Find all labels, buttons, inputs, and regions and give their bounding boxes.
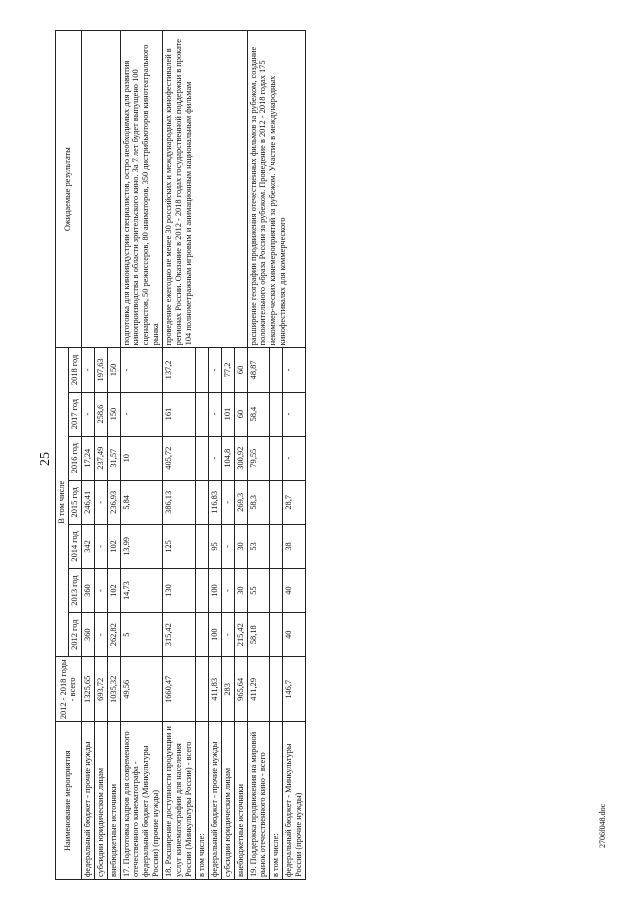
row-value (195, 348, 208, 392)
header-year: 2015 год (68, 480, 81, 524)
row-value: - (221, 524, 234, 568)
row-value: 30 (234, 569, 247, 613)
row-value: 79,55 (247, 436, 270, 480)
row-value (270, 480, 283, 524)
header-total: 2012 - 2018 годы - всего (56, 657, 82, 722)
row-value (270, 524, 283, 568)
row-value: - (283, 436, 306, 480)
row-value: 197,63 (94, 348, 107, 392)
row-results: проведение ежегодно не менее 30 российских и международных кинофестивалей в регионах России. Оказание в 2012 - 2018 годах государственной поддержки в прокате 104 полнометражным игровым и анимационным национальным фильмам (163, 31, 247, 348)
page-number: 25 (38, 452, 53, 466)
row-name: федеральный бюджет - прочие нужды (208, 722, 221, 880)
row-total (270, 657, 283, 722)
row-value: 104,8 (221, 436, 234, 480)
row-total: 146,7 (283, 657, 306, 722)
rotated-table-block (55, 30, 600, 880)
row-value: 40 (283, 569, 306, 613)
row-name: субсидии юридическим лицам (221, 722, 234, 880)
row-value: 237,49 (94, 436, 107, 480)
row-value: 405,72 (163, 436, 196, 480)
row-value: 116,83 (208, 480, 221, 524)
row-value: - (221, 569, 234, 613)
row-value: 28,7 (283, 480, 306, 524)
header-year: 2018 год (68, 348, 81, 392)
row-value (270, 569, 283, 613)
row-name: внебюджетные источники (234, 722, 247, 880)
row-value: 360 (81, 613, 94, 657)
row-value: 55 (247, 569, 270, 613)
row-value: 262,82 (107, 613, 120, 657)
row-value: 215,42 (234, 613, 247, 657)
row-value: 101 (221, 392, 234, 436)
row-total: 49,56 (120, 657, 163, 722)
row-value: 60 (234, 348, 247, 392)
row-value: - (81, 392, 94, 436)
row-value: - (94, 480, 107, 524)
table-row (81, 31, 94, 880)
row-value: 5,84 (120, 480, 163, 524)
row-value: - (94, 569, 107, 613)
row-value: 38 (283, 524, 306, 568)
budget-table (55, 30, 306, 880)
row-value: - (94, 613, 107, 657)
row-name: субсидии юридическим лицам (94, 722, 107, 880)
row-value: - (208, 436, 221, 480)
row-value: - (221, 480, 234, 524)
header-in-total: В том числе (56, 348, 69, 657)
header-name: Наименование мероприятия (56, 722, 82, 880)
row-results (81, 31, 120, 348)
row-name: 18. Расширение доступности продукции и услуг кинематографии для населения России (Минкультуры России) - всего (163, 722, 196, 880)
row-total (195, 657, 208, 722)
row-results: подготовка для киноиндустрии специалистов, остро необходимых для развития кинопроизводства в области зрительского кино. За 7 лет будет выпущено 100 сценаристов, 50 режиссеров, 80 аниматоров, 350 дистрибьюторов кинотеатрального рынка (120, 31, 163, 348)
header-year: 2012 год (68, 613, 81, 657)
row-value (195, 569, 208, 613)
row-value: 10 (120, 436, 163, 480)
row-value: 31,57 (107, 436, 120, 480)
row-value: 100 (208, 569, 221, 613)
row-value: 40 (283, 613, 306, 657)
row-value: 5 (120, 613, 163, 657)
row-value: 48,87 (247, 348, 270, 392)
row-value: 386,13 (163, 480, 196, 524)
header-year: 2016 год (68, 436, 81, 480)
header-year: 2014 год (68, 524, 81, 568)
row-value: 102 (107, 569, 120, 613)
table-body (81, 31, 305, 880)
row-value: - (283, 392, 306, 436)
row-total: 283 (221, 657, 234, 722)
row-total: 693,72 (94, 657, 107, 722)
row-value: 17,24 (81, 436, 94, 480)
row-name: внебюджетные источники (107, 722, 120, 880)
row-value: 102 (107, 524, 120, 568)
table-row (120, 31, 163, 880)
row-total: 411,83 (208, 657, 221, 722)
row-value: 300,92 (234, 436, 247, 480)
row-value: 53 (247, 524, 270, 568)
row-value: 77,2 (221, 348, 234, 392)
row-value: 58,4 (247, 392, 270, 436)
row-total: 1035,32 (107, 657, 120, 722)
row-name: 17. Подготовка кадров для современного отечественного кинематографа - федеральный бюджет (Минкультуры России) (прочие нужды) (120, 722, 163, 880)
row-value: 246,41 (81, 480, 94, 524)
row-value: - (208, 392, 221, 436)
row-value: 100 (208, 613, 221, 657)
table-row (247, 31, 270, 880)
row-name: федеральный бюджет - прочие нужды (81, 722, 94, 880)
row-value: - (221, 613, 234, 657)
row-name: федеральный бюджет - Минкультуры России (прочие нужды) (283, 722, 306, 880)
row-value: - (120, 348, 163, 392)
row-value: 13,99 (120, 524, 163, 568)
row-value: 125 (163, 524, 196, 568)
row-name: в том числе: (270, 722, 283, 880)
row-value: 236,93 (107, 480, 120, 524)
row-value: 360 (81, 569, 94, 613)
row-value: 60 (234, 392, 247, 436)
row-value: 58,18 (247, 613, 270, 657)
row-total: 965,64 (234, 657, 247, 722)
header-year: 2017 год (68, 392, 81, 436)
row-value: - (208, 348, 221, 392)
row-value (270, 348, 283, 392)
row-value: 150 (107, 348, 120, 392)
row-results: расширение географии продвижения отечественных фильмов за рубежом, создание положительного образа России за рубежом. Проведение в 2012 - 2018 годах 175 некоммер-ческих кинемероприятий за рубежом. Участие в международных кинофестивалях для коммерческого (247, 31, 306, 348)
row-value: 30 (234, 524, 247, 568)
row-value: 269,3 (234, 480, 247, 524)
row-value: 95 (208, 524, 221, 568)
row-value: 161 (163, 392, 196, 436)
row-total: 411,29 (247, 657, 270, 722)
header-year: 2013 год (68, 569, 81, 613)
header-row-1 (56, 31, 69, 880)
row-value: 130 (163, 569, 196, 613)
row-value: 258,6 (94, 392, 107, 436)
row-value: - (94, 524, 107, 568)
row-value: - (120, 392, 163, 436)
row-value (195, 392, 208, 436)
row-value: 315,42 (163, 613, 196, 657)
row-value (195, 524, 208, 568)
row-value (270, 392, 283, 436)
row-value: 14,73 (120, 569, 163, 613)
header-results: Ожидаемые результаты (56, 31, 82, 348)
footer-filename: 2706f048.doc (598, 803, 607, 848)
table-row (163, 31, 196, 880)
row-value (195, 613, 208, 657)
row-value (270, 613, 283, 657)
row-value (270, 436, 283, 480)
row-name: в том числе: (195, 722, 208, 880)
row-value (195, 436, 208, 480)
row-value: 342 (81, 524, 94, 568)
row-total: 1660,47 (163, 657, 196, 722)
row-value: 150 (107, 392, 120, 436)
row-value: - (283, 348, 306, 392)
row-value: 137,2 (163, 348, 196, 392)
row-total: 1325,65 (81, 657, 94, 722)
row-value: 58,3 (247, 480, 270, 524)
row-name: 19. Поддержка продвижения на мировой рынок отечественного кино - всего (247, 722, 270, 880)
row-value (195, 480, 208, 524)
row-value: - (81, 348, 94, 392)
